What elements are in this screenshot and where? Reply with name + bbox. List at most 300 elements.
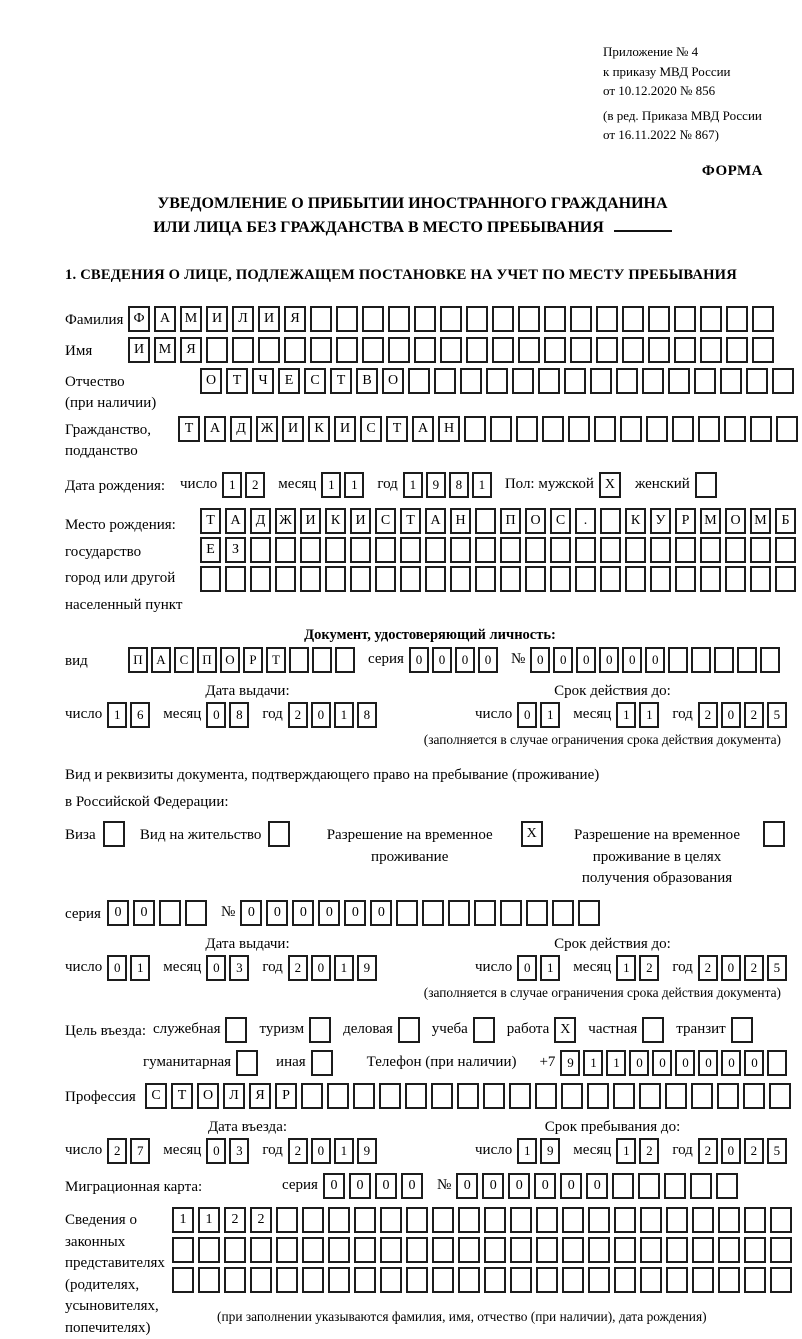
char-box[interactable] [405, 1083, 427, 1109]
char-box[interactable]: 1 [540, 955, 560, 981]
char-box[interactable] [575, 537, 596, 563]
char-box[interactable]: И [258, 306, 280, 332]
char-box[interactable]: X [521, 821, 543, 847]
char-box[interactable] [613, 1083, 635, 1109]
char-box[interactable]: Л [223, 1083, 245, 1109]
char-box[interactable]: Р [675, 508, 696, 534]
char-box[interactable] [744, 1267, 766, 1293]
char-box[interactable] [457, 1083, 479, 1109]
char-box[interactable]: Ж [256, 416, 278, 442]
char-box[interactable] [744, 1237, 766, 1263]
char-box[interactable]: 0 [370, 900, 392, 926]
char-box[interactable] [388, 306, 410, 332]
char-box[interactable] [450, 566, 471, 592]
char-box[interactable] [763, 821, 785, 847]
char-box[interactable]: 0 [645, 647, 665, 673]
char-box[interactable] [668, 368, 690, 394]
char-box[interactable] [775, 537, 796, 563]
char-box[interactable]: Т [266, 647, 286, 673]
char-box[interactable]: 0 [599, 647, 619, 673]
char-box[interactable]: М [180, 306, 202, 332]
char-box[interactable] [350, 566, 371, 592]
char-box[interactable] [614, 1237, 636, 1263]
char-box[interactable] [700, 306, 722, 332]
char-box[interactable]: Т [386, 416, 408, 442]
char-box[interactable]: 0 [344, 900, 366, 926]
char-box[interactable]: 1 [321, 472, 341, 498]
char-box[interactable] [666, 1207, 688, 1233]
char-box[interactable] [776, 416, 798, 442]
char-box[interactable]: 0 [318, 900, 340, 926]
char-box[interactable] [484, 1207, 506, 1233]
char-box[interactable]: 0 [432, 647, 452, 673]
char-box[interactable]: 1 [130, 955, 150, 981]
char-box[interactable]: 1 [472, 472, 492, 498]
char-box[interactable]: X [554, 1017, 576, 1043]
char-box[interactable] [690, 1173, 712, 1199]
char-box[interactable]: 0 [266, 900, 288, 926]
char-box[interactable] [640, 1237, 662, 1263]
char-box[interactable] [400, 566, 421, 592]
char-box[interactable] [638, 1173, 660, 1199]
char-box[interactable] [718, 1267, 740, 1293]
char-box[interactable] [250, 1237, 272, 1263]
char-box[interactable] [769, 1083, 791, 1109]
char-box[interactable]: А [151, 647, 171, 673]
char-box[interactable] [720, 368, 742, 394]
char-box[interactable]: Е [278, 368, 300, 394]
char-box[interactable] [542, 416, 564, 442]
char-box[interactable] [698, 416, 720, 442]
char-box[interactable] [744, 1207, 766, 1233]
char-box[interactable]: Я [180, 337, 202, 363]
char-box[interactable] [431, 1083, 453, 1109]
char-box[interactable]: 0 [482, 1173, 504, 1199]
char-box[interactable] [464, 416, 486, 442]
char-box[interactable] [276, 1267, 298, 1293]
char-box[interactable] [752, 337, 774, 363]
char-box[interactable] [325, 537, 346, 563]
char-box[interactable] [725, 566, 746, 592]
char-box[interactable] [486, 368, 508, 394]
char-box[interactable]: 0 [553, 647, 573, 673]
char-box[interactable] [600, 566, 621, 592]
char-box[interactable] [616, 368, 638, 394]
char-box[interactable]: 2 [288, 702, 308, 728]
char-box[interactable] [328, 1237, 350, 1263]
char-box[interactable] [336, 337, 358, 363]
char-box[interactable]: 1 [540, 702, 560, 728]
char-box[interactable] [743, 1083, 765, 1109]
char-box[interactable] [642, 368, 664, 394]
char-box[interactable] [400, 537, 421, 563]
char-box[interactable] [302, 1237, 324, 1263]
char-box[interactable] [398, 1017, 420, 1043]
char-box[interactable]: Н [438, 416, 460, 442]
char-box[interactable]: 9 [540, 1138, 560, 1164]
char-box[interactable]: О [197, 1083, 219, 1109]
char-box[interactable] [518, 337, 540, 363]
char-box[interactable] [725, 537, 746, 563]
char-box[interactable]: 0 [721, 1050, 741, 1076]
char-box[interactable] [666, 1237, 688, 1263]
char-box[interactable] [380, 1267, 402, 1293]
char-box[interactable] [302, 1207, 324, 1233]
char-box[interactable] [310, 306, 332, 332]
char-box[interactable]: 2 [744, 702, 764, 728]
char-box[interactable]: В [356, 368, 378, 394]
char-box[interactable] [700, 337, 722, 363]
char-box[interactable]: 6 [130, 702, 150, 728]
char-box[interactable]: Т [330, 368, 352, 394]
char-box[interactable] [770, 1237, 792, 1263]
char-box[interactable]: 0 [206, 1138, 226, 1164]
char-box[interactable]: 1 [639, 702, 659, 728]
char-box[interactable] [450, 537, 471, 563]
char-box[interactable]: Д [230, 416, 252, 442]
char-box[interactable]: 5 [767, 955, 787, 981]
char-box[interactable]: С [145, 1083, 167, 1109]
char-box[interactable] [225, 566, 246, 592]
char-box[interactable]: М [750, 508, 771, 534]
char-box[interactable] [716, 1173, 738, 1199]
char-box[interactable]: К [308, 416, 330, 442]
char-box[interactable] [518, 306, 540, 332]
char-box[interactable] [718, 1207, 740, 1233]
char-box[interactable] [717, 1083, 739, 1109]
char-box[interactable]: Е [200, 537, 221, 563]
char-box[interactable] [544, 337, 566, 363]
char-box[interactable] [103, 821, 125, 847]
char-box[interactable] [666, 1267, 688, 1293]
char-box[interactable]: К [625, 508, 646, 534]
char-box[interactable]: 2 [639, 1138, 659, 1164]
char-box[interactable] [172, 1267, 194, 1293]
char-box[interactable]: 0 [586, 1173, 608, 1199]
char-box[interactable] [691, 647, 711, 673]
char-box[interactable] [362, 306, 384, 332]
char-box[interactable] [302, 1267, 324, 1293]
char-box[interactable]: И [282, 416, 304, 442]
char-box[interactable]: 1 [403, 472, 423, 498]
char-box[interactable] [475, 537, 496, 563]
char-box[interactable] [694, 368, 716, 394]
char-box[interactable] [724, 416, 746, 442]
char-box[interactable]: 2 [288, 1138, 308, 1164]
char-box[interactable] [594, 416, 616, 442]
char-box[interactable] [388, 337, 410, 363]
char-box[interactable]: И [350, 508, 371, 534]
char-box[interactable] [275, 566, 296, 592]
char-box[interactable] [570, 337, 592, 363]
char-box[interactable]: Т [200, 508, 221, 534]
char-box[interactable] [325, 566, 346, 592]
char-box[interactable] [236, 1050, 258, 1076]
char-box[interactable] [500, 900, 522, 926]
char-box[interactable] [578, 900, 600, 926]
char-box[interactable] [596, 337, 618, 363]
char-box[interactable]: 9 [560, 1050, 580, 1076]
char-box[interactable]: 0 [534, 1173, 556, 1199]
char-box[interactable]: О [200, 368, 222, 394]
char-box[interactable] [396, 900, 418, 926]
char-box[interactable] [640, 1267, 662, 1293]
char-box[interactable] [600, 508, 621, 534]
char-box[interactable]: 0 [206, 702, 226, 728]
char-box[interactable] [737, 647, 757, 673]
char-box[interactable] [544, 306, 566, 332]
char-box[interactable] [309, 1017, 331, 1043]
char-box[interactable] [379, 1083, 401, 1109]
char-box[interactable] [510, 1207, 532, 1233]
char-box[interactable]: 0 [622, 647, 642, 673]
char-box[interactable]: 0 [576, 647, 596, 673]
char-box[interactable] [458, 1237, 480, 1263]
char-box[interactable] [668, 647, 688, 673]
char-box[interactable]: 2 [250, 1207, 272, 1233]
char-box[interactable]: 2 [639, 955, 659, 981]
char-box[interactable] [587, 1083, 609, 1109]
char-box[interactable] [434, 368, 456, 394]
char-box[interactable] [206, 337, 228, 363]
char-box[interactable] [516, 416, 538, 442]
char-box[interactable]: Н [450, 508, 471, 534]
char-box[interactable] [622, 306, 644, 332]
char-box[interactable]: Ч [252, 368, 274, 394]
char-box[interactable] [614, 1207, 636, 1233]
char-box[interactable] [642, 1017, 664, 1043]
char-box[interactable] [510, 1237, 532, 1263]
char-box[interactable]: М [700, 508, 721, 534]
char-box[interactable]: И [128, 337, 150, 363]
char-box[interactable]: 0 [517, 955, 537, 981]
char-box[interactable] [536, 1207, 558, 1233]
char-box[interactable] [198, 1237, 220, 1263]
char-box[interactable]: 0 [311, 702, 331, 728]
char-box[interactable]: 0 [401, 1173, 423, 1199]
char-box[interactable] [232, 337, 254, 363]
char-box[interactable]: 0 [698, 1050, 718, 1076]
char-box[interactable] [512, 368, 534, 394]
char-box[interactable]: Я [284, 306, 306, 332]
char-box[interactable] [224, 1237, 246, 1263]
char-box[interactable] [336, 306, 358, 332]
char-box[interactable] [600, 537, 621, 563]
char-box[interactable] [440, 306, 462, 332]
char-box[interactable] [200, 566, 221, 592]
char-box[interactable]: 9 [357, 955, 377, 981]
char-box[interactable] [484, 1237, 506, 1263]
char-box[interactable]: О [382, 368, 404, 394]
char-box[interactable]: 1 [334, 1138, 354, 1164]
char-box[interactable]: М [154, 337, 176, 363]
char-box[interactable] [354, 1237, 376, 1263]
char-box[interactable]: У [650, 508, 671, 534]
char-box[interactable]: 0 [744, 1050, 764, 1076]
char-box[interactable]: С [375, 508, 396, 534]
char-box[interactable] [588, 1207, 610, 1233]
char-box[interactable] [590, 368, 612, 394]
char-box[interactable]: 0 [675, 1050, 695, 1076]
char-box[interactable] [432, 1267, 454, 1293]
char-box[interactable]: И [300, 508, 321, 534]
char-box[interactable]: О [525, 508, 546, 534]
char-box[interactable]: 0 [721, 1138, 741, 1164]
char-box[interactable] [225, 1017, 247, 1043]
char-box[interactable]: 0 [409, 647, 429, 673]
char-box[interactable]: 0 [721, 702, 741, 728]
char-box[interactable]: 1 [344, 472, 364, 498]
char-box[interactable] [692, 1267, 714, 1293]
char-box[interactable]: 3 [229, 955, 249, 981]
char-box[interactable]: 2 [698, 955, 718, 981]
char-box[interactable] [310, 337, 332, 363]
char-box[interactable] [380, 1237, 402, 1263]
char-box[interactable] [224, 1267, 246, 1293]
char-box[interactable] [538, 368, 560, 394]
char-box[interactable] [492, 337, 514, 363]
char-box[interactable]: 1 [616, 1138, 636, 1164]
char-box[interactable] [275, 537, 296, 563]
char-box[interactable]: 0 [311, 1138, 331, 1164]
char-box[interactable] [466, 306, 488, 332]
char-box[interactable] [312, 647, 332, 673]
char-box[interactable] [510, 1267, 532, 1293]
char-box[interactable]: 1 [606, 1050, 626, 1076]
char-box[interactable] [458, 1207, 480, 1233]
char-box[interactable]: 0 [652, 1050, 672, 1076]
char-box[interactable] [159, 900, 181, 926]
char-box[interactable] [726, 337, 748, 363]
char-box[interactable] [575, 566, 596, 592]
char-box[interactable]: А [154, 306, 176, 332]
char-box[interactable] [752, 306, 774, 332]
char-box[interactable]: 0 [560, 1173, 582, 1199]
char-box[interactable] [268, 821, 290, 847]
char-box[interactable]: 0 [133, 900, 155, 926]
char-box[interactable] [432, 1237, 454, 1263]
char-box[interactable] [674, 337, 696, 363]
char-box[interactable] [746, 368, 768, 394]
char-box[interactable] [692, 1207, 714, 1233]
char-box[interactable] [536, 1237, 558, 1263]
char-box[interactable] [353, 1083, 375, 1109]
char-box[interactable]: 9 [357, 1138, 377, 1164]
char-box[interactable]: Ф [128, 306, 150, 332]
char-box[interactable]: 0 [240, 900, 262, 926]
char-box[interactable] [198, 1267, 220, 1293]
char-box[interactable] [172, 1237, 194, 1263]
char-box[interactable] [328, 1267, 350, 1293]
char-box[interactable]: З [225, 537, 246, 563]
char-box[interactable]: О [220, 647, 240, 673]
char-box[interactable] [646, 416, 668, 442]
char-box[interactable] [731, 1017, 753, 1043]
char-box[interactable] [448, 900, 470, 926]
char-box[interactable]: 0 [721, 955, 741, 981]
char-box[interactable] [276, 1237, 298, 1263]
char-box[interactable] [640, 1207, 662, 1233]
char-box[interactable]: 1 [616, 955, 636, 981]
char-box[interactable]: 2 [107, 1138, 127, 1164]
char-box[interactable]: 1 [334, 955, 354, 981]
char-box[interactable]: 0 [530, 647, 550, 673]
char-box[interactable]: К [325, 508, 346, 534]
char-box[interactable]: А [412, 416, 434, 442]
char-box[interactable] [458, 1267, 480, 1293]
char-box[interactable] [250, 537, 271, 563]
char-box[interactable]: 1 [222, 472, 242, 498]
char-box[interactable]: 0 [107, 900, 129, 926]
char-box[interactable] [375, 537, 396, 563]
char-box[interactable]: Л [232, 306, 254, 332]
char-box[interactable] [650, 566, 671, 592]
char-box[interactable] [564, 368, 586, 394]
char-box[interactable]: Т [171, 1083, 193, 1109]
char-box[interactable] [672, 416, 694, 442]
char-box[interactable] [639, 1083, 661, 1109]
char-box[interactable] [535, 1083, 557, 1109]
char-box[interactable] [185, 900, 207, 926]
char-box[interactable]: А [204, 416, 226, 442]
char-box[interactable]: Т [400, 508, 421, 534]
char-box[interactable]: 9 [426, 472, 446, 498]
char-box[interactable] [525, 537, 546, 563]
char-box[interactable] [550, 537, 571, 563]
char-box[interactable]: Р [243, 647, 263, 673]
char-box[interactable]: С [550, 508, 571, 534]
char-box[interactable] [500, 566, 521, 592]
char-box[interactable] [700, 537, 721, 563]
char-box[interactable]: 2 [698, 1138, 718, 1164]
char-box[interactable] [354, 1267, 376, 1293]
char-box[interactable]: 1 [583, 1050, 603, 1076]
char-box[interactable] [474, 900, 496, 926]
char-box[interactable] [525, 566, 546, 592]
char-box[interactable]: X [599, 472, 621, 498]
char-box[interactable]: Т [178, 416, 200, 442]
char-box[interactable]: 0 [375, 1173, 397, 1199]
char-box[interactable] [328, 1207, 350, 1233]
char-box[interactable] [760, 647, 780, 673]
char-box[interactable]: 1 [198, 1207, 220, 1233]
char-box[interactable] [714, 647, 734, 673]
char-box[interactable] [750, 566, 771, 592]
char-box[interactable] [380, 1207, 402, 1233]
char-box[interactable] [473, 1017, 495, 1043]
char-box[interactable] [596, 306, 618, 332]
char-box[interactable] [300, 537, 321, 563]
char-box[interactable]: 5 [767, 1138, 787, 1164]
char-box[interactable]: П [500, 508, 521, 534]
char-box[interactable] [440, 337, 462, 363]
char-box[interactable] [490, 416, 512, 442]
char-box[interactable]: Я [249, 1083, 271, 1109]
char-box[interactable]: 0 [107, 955, 127, 981]
char-box[interactable]: И [334, 416, 356, 442]
char-box[interactable] [406, 1237, 428, 1263]
char-box[interactable]: С [174, 647, 194, 673]
char-box[interactable] [350, 537, 371, 563]
char-box[interactable] [562, 1237, 584, 1263]
char-box[interactable] [484, 1267, 506, 1293]
char-box[interactable] [414, 306, 436, 332]
char-box[interactable] [674, 306, 696, 332]
char-box[interactable]: С [360, 416, 382, 442]
char-box[interactable] [767, 1050, 787, 1076]
char-box[interactable]: О [725, 508, 746, 534]
char-box[interactable] [327, 1083, 349, 1109]
